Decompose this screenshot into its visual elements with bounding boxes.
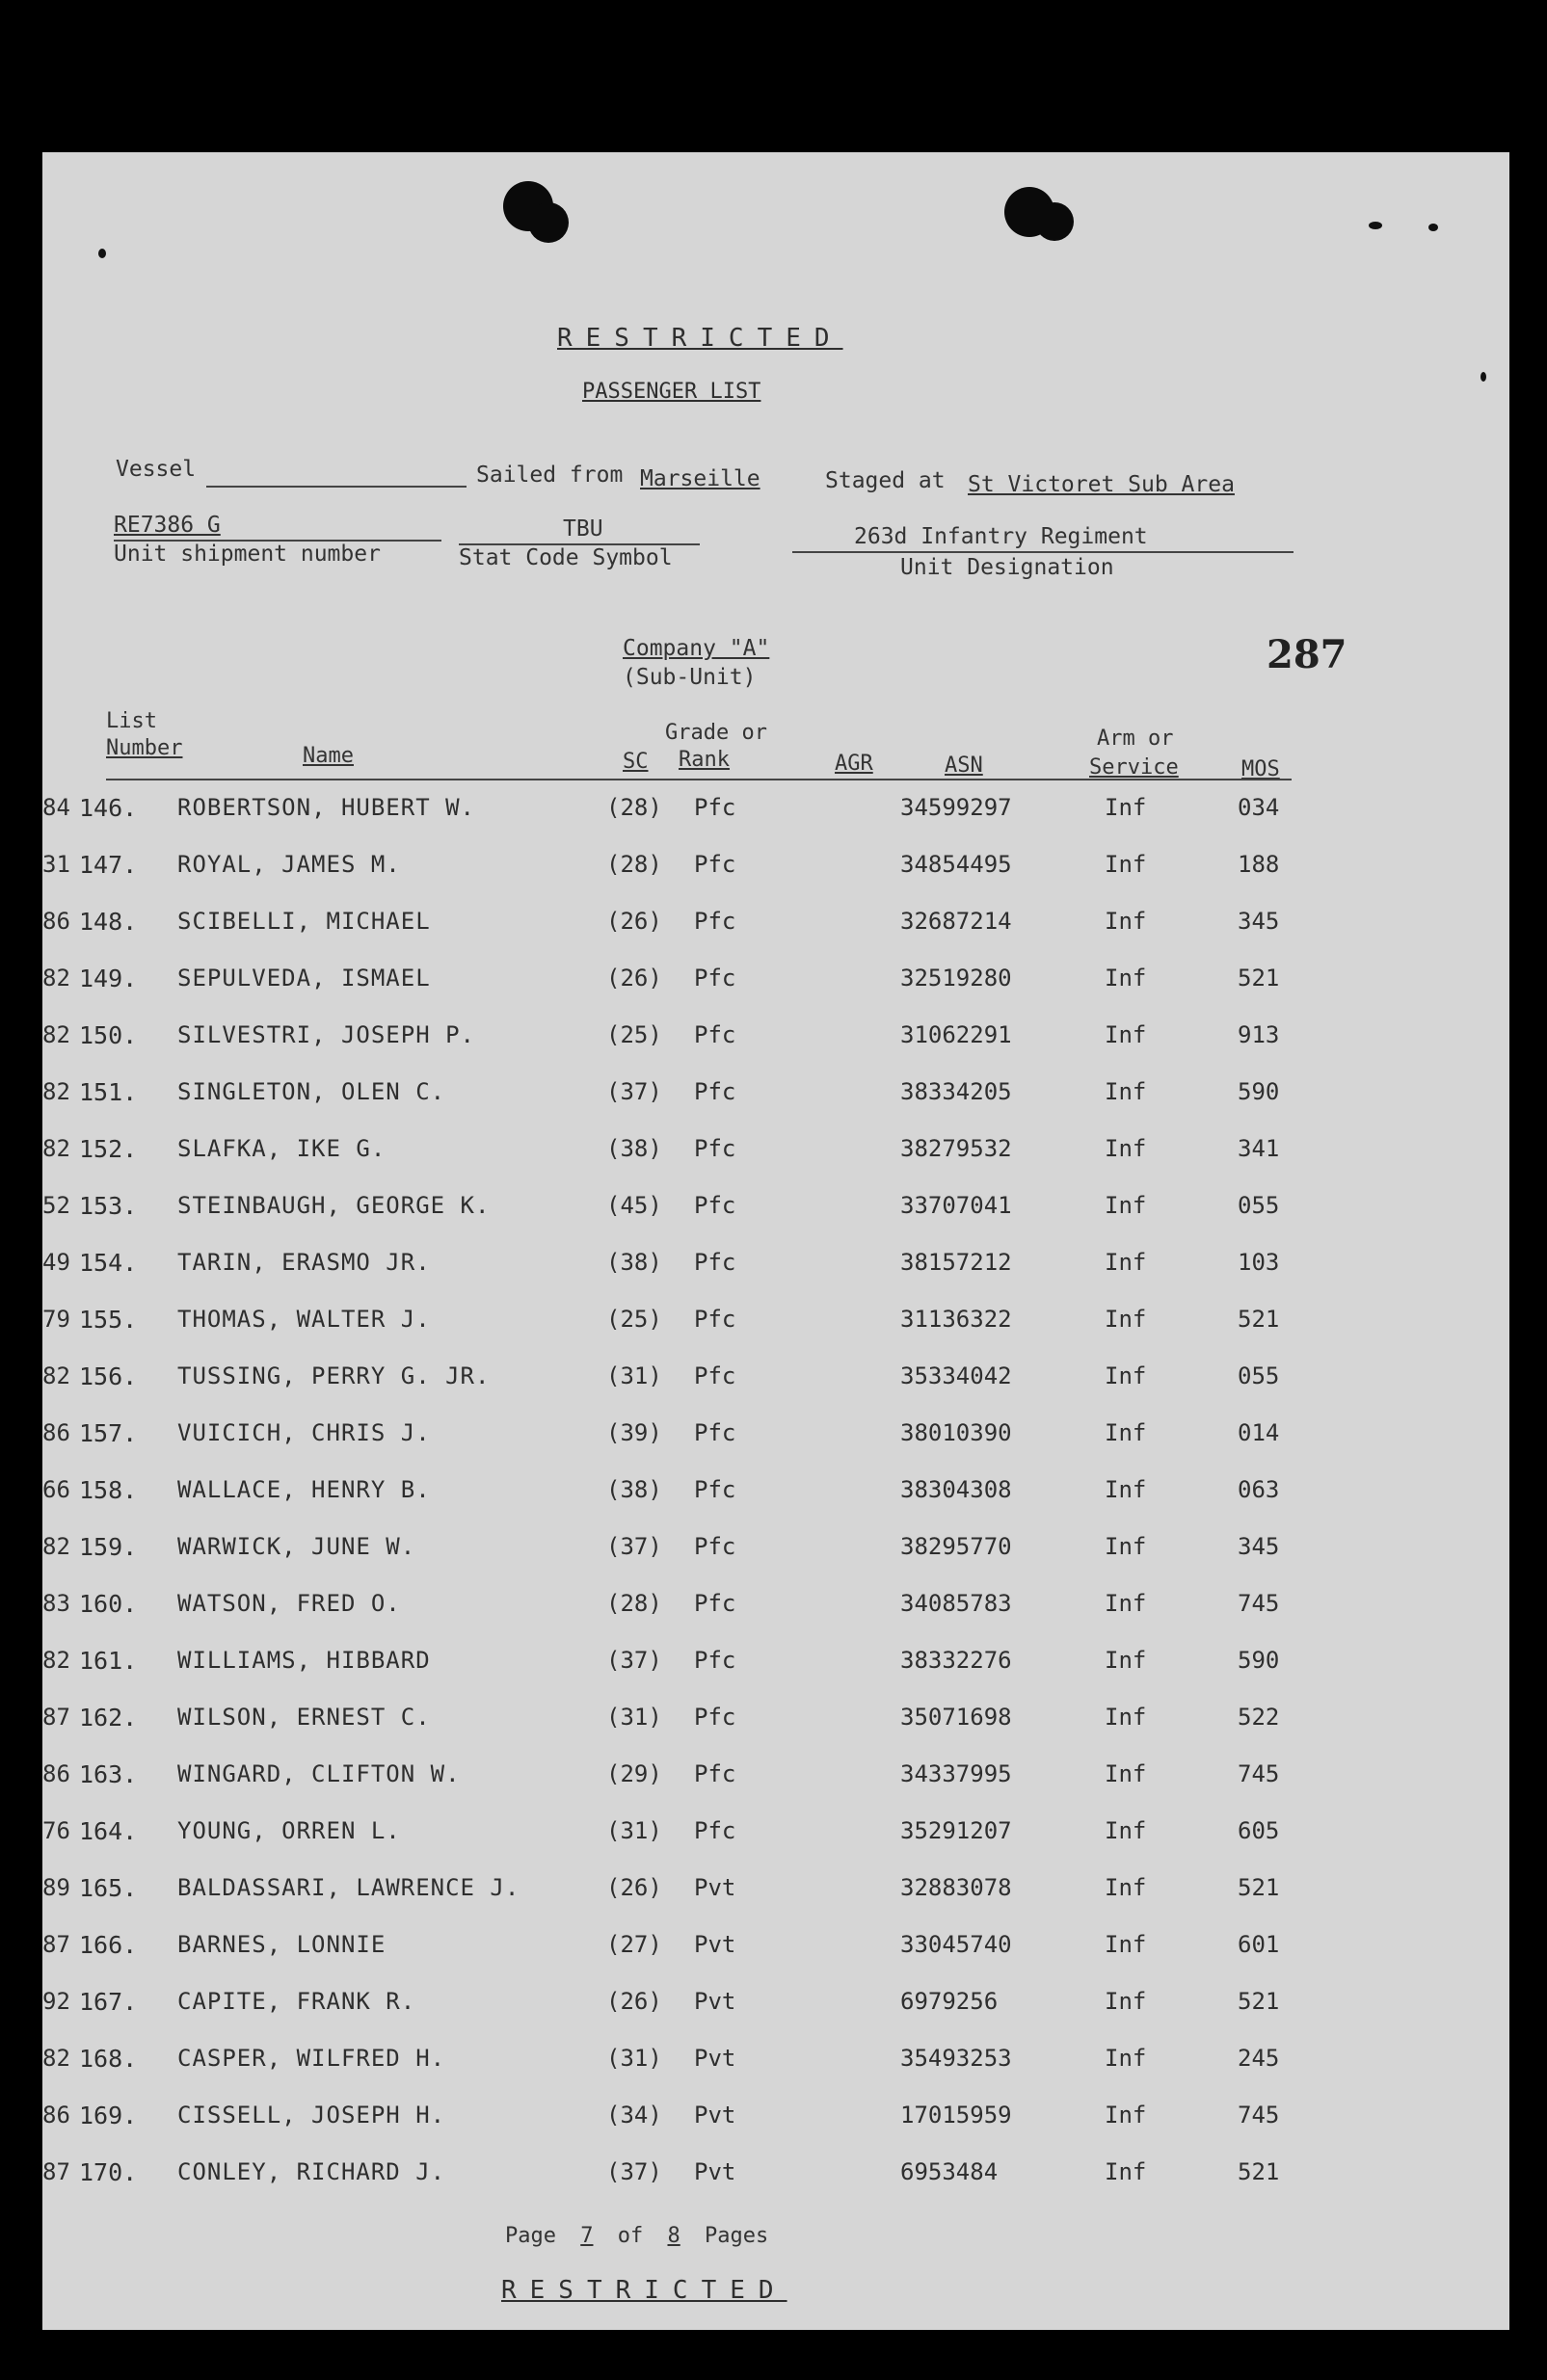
row-name: WILSON, ERNEST C. [177, 1704, 431, 1731]
unit-designation-label: Unit Designation [900, 555, 1114, 580]
row-asn: 35493253 [900, 2045, 1012, 2072]
row-arm: Inf [1105, 851, 1147, 878]
row-agr: 89 [42, 1874, 70, 1901]
row-arm: Inf [1105, 1135, 1147, 1162]
row-rank: Pvt [694, 2158, 736, 2185]
row-sc: (31) [606, 2045, 662, 2072]
row-number: 154. [79, 1249, 138, 1277]
row-name: SCIBELLI, MICHAEL [177, 908, 431, 935]
row-number: 147. [79, 851, 138, 879]
row-number: 159. [79, 1533, 138, 1561]
row-asn: 32519280 [900, 965, 1012, 992]
row-agr: 31 [42, 851, 70, 878]
sailed-from-value: Marseille [640, 466, 760, 491]
row-number: 149. [79, 965, 138, 992]
row-mos: 034 [1238, 794, 1280, 821]
col-header-sc: SC [623, 750, 649, 774]
staged-at-label: Staged at [825, 468, 946, 493]
row-number: 170. [79, 2158, 138, 2186]
row-asn: 33707041 [900, 1192, 1012, 1219]
pages-label: Pages [704, 2224, 769, 2248]
row-arm: Inf [1105, 1078, 1147, 1105]
row-rank: Pfc [694, 1078, 736, 1105]
row-agr: 87 [42, 2158, 70, 2185]
row-sc: (37) [606, 1078, 662, 1105]
table-row [42, 2102, 1509, 2155]
col-header-name: Name [303, 744, 354, 768]
row-sc: (45) [606, 1192, 662, 1219]
row-mos: 521 [1238, 1874, 1280, 1901]
row-arm: Inf [1105, 908, 1147, 935]
classification-footer: RESTRICTED [501, 2276, 787, 2305]
row-agr: 52 [42, 1192, 70, 1219]
table-row [42, 1135, 1509, 1189]
row-arm: Inf [1105, 2102, 1147, 2129]
row-rank: Pvt [694, 1874, 736, 1901]
row-rank: Pfc [694, 1704, 736, 1731]
row-asn: 38157212 [900, 1249, 1012, 1276]
row-name: WALLACE, HENRY B. [177, 1476, 431, 1503]
row-asn: 31062291 [900, 1021, 1012, 1048]
row-rank: Pfc [694, 1306, 736, 1333]
page-number: 7 [580, 2224, 594, 2248]
row-sc: (31) [606, 1704, 662, 1731]
row-mos: 745 [1238, 1760, 1280, 1787]
row-rank: Pfc [694, 851, 736, 878]
row-mos: 345 [1238, 908, 1280, 935]
row-rank: Pfc [694, 1021, 736, 1048]
page-label: Page [505, 2224, 556, 2248]
table-row [42, 1021, 1509, 1075]
row-mos: 245 [1238, 2045, 1280, 2072]
row-name: SLAFKA, IKE G. [177, 1135, 387, 1162]
row-sc: (28) [606, 1590, 662, 1617]
classification-header: RESTRICTED [557, 324, 843, 353]
row-arm: Inf [1105, 1704, 1147, 1731]
row-asn: 17015959 [900, 2102, 1012, 2129]
row-number: 146. [79, 794, 138, 822]
row-sc: (39) [606, 1419, 662, 1446]
row-sc: (26) [606, 1874, 662, 1901]
row-arm: Inf [1105, 1533, 1147, 1560]
row-asn: 33045740 [900, 1931, 1012, 1958]
row-rank: Pfc [694, 1249, 736, 1276]
table-row [42, 1704, 1509, 1758]
row-name: CISSELL, JOSEPH H. [177, 2102, 446, 2129]
row-rank: Pfc [694, 1760, 736, 1787]
page-total: 8 [667, 2224, 680, 2248]
row-arm: Inf [1105, 965, 1147, 992]
row-agr: 66 [42, 1476, 70, 1503]
vessel-line [206, 486, 467, 488]
row-arm: Inf [1105, 1306, 1147, 1333]
vessel-label: Vessel [116, 457, 197, 482]
row-mos: 522 [1238, 1704, 1280, 1731]
row-number: 162. [79, 1704, 138, 1732]
row-agr: 82 [42, 965, 70, 992]
row-mos: 521 [1238, 1988, 1280, 2015]
table-row [42, 1192, 1509, 1246]
row-arm: Inf [1105, 2045, 1147, 2072]
row-agr: 86 [42, 1760, 70, 1787]
col-header-mos: MOS [1241, 757, 1280, 781]
row-number: 153. [79, 1192, 138, 1220]
row-sc: (38) [606, 1249, 662, 1276]
row-mos: 103 [1238, 1249, 1280, 1276]
table-row [42, 1988, 1509, 2042]
row-name: SEPULVEDA, ISMAEL [177, 965, 431, 992]
row-asn: 38279532 [900, 1135, 1012, 1162]
table-row [42, 965, 1509, 1018]
row-sc: (28) [606, 851, 662, 878]
row-agr: 86 [42, 908, 70, 935]
row-sc: (26) [606, 1988, 662, 2015]
table-row [42, 2158, 1509, 2212]
row-mos: 345 [1238, 1533, 1280, 1560]
row-asn: 34085783 [900, 1590, 1012, 1617]
row-agr: 83 [42, 1590, 70, 1617]
row-agr: 82 [42, 1135, 70, 1162]
row-number: 168. [79, 2045, 138, 2073]
row-mos: 521 [1238, 1306, 1280, 1333]
row-asn: 6979256 [900, 1988, 999, 2015]
row-name: SINGLETON, OLEN C. [177, 1078, 446, 1105]
row-asn: 34854495 [900, 851, 1012, 878]
row-asn: 32687214 [900, 908, 1012, 935]
table-row [42, 2045, 1509, 2099]
row-name: WATSON, FRED O. [177, 1590, 401, 1617]
row-asn: 35334042 [900, 1362, 1012, 1389]
row-agr: 86 [42, 2102, 70, 2129]
row-sc: (27) [606, 1931, 662, 1958]
row-rank: Pfc [694, 1135, 736, 1162]
row-sc: (38) [606, 1135, 662, 1162]
row-number: 151. [79, 1078, 138, 1106]
row-sc: (34) [606, 2102, 662, 2129]
table-row [42, 794, 1509, 848]
row-number: 164. [79, 1817, 138, 1845]
row-name: TUSSING, PERRY G. JR. [177, 1362, 491, 1389]
row-asn: 35071698 [900, 1704, 1012, 1731]
row-rank: Pfc [694, 1362, 736, 1389]
row-rank: Pvt [694, 2102, 736, 2129]
row-agr: 82 [42, 1647, 70, 1674]
document-page [42, 152, 1509, 2330]
row-number: 152. [79, 1135, 138, 1163]
col-header-grade-or: Grade or [665, 721, 767, 745]
row-mos: 745 [1238, 2102, 1280, 2129]
row-number: 150. [79, 1021, 138, 1049]
row-name: ROBERTSON, HUBERT W. [177, 794, 475, 821]
page-footer [505, 2224, 768, 2248]
table-row [42, 1874, 1509, 1928]
row-arm: Inf [1105, 1249, 1147, 1276]
row-sc: (31) [606, 1362, 662, 1389]
row-asn: 34599297 [900, 794, 1012, 821]
row-rank: Pfc [694, 1647, 736, 1674]
col-header-number: Number [106, 736, 183, 760]
row-arm: Inf [1105, 2158, 1147, 2185]
row-name: TARIN, ERASMO JR. [177, 1249, 431, 1276]
row-rank: Pfc [694, 1192, 736, 1219]
row-number: 160. [79, 1590, 138, 1618]
row-agr: 82 [42, 1533, 70, 1560]
row-mos: 521 [1238, 2158, 1280, 2185]
row-arm: Inf [1105, 1817, 1147, 1844]
row-name: WILLIAMS, HIBBARD [177, 1647, 431, 1674]
row-rank: Pfc [694, 1419, 736, 1446]
row-asn: 38295770 [900, 1533, 1012, 1560]
unit-shipment-label: Unit shipment number [114, 542, 381, 567]
row-arm: Inf [1105, 794, 1147, 821]
row-arm: Inf [1105, 1931, 1147, 1958]
document-title: PASSENGER LIST [582, 380, 761, 404]
row-arm: Inf [1105, 1988, 1147, 2015]
col-header-agr: AGR [835, 752, 873, 776]
row-sc: (29) [606, 1760, 662, 1787]
row-rank: Pvt [694, 1931, 736, 1958]
row-sc: (37) [606, 1533, 662, 1560]
row-number: 167. [79, 1988, 138, 2016]
row-rank: Pvt [694, 2045, 736, 2072]
row-number: 169. [79, 2102, 138, 2129]
ink-speck [1369, 222, 1382, 229]
row-agr: 49 [42, 1249, 70, 1276]
col-header-list: List [106, 709, 157, 733]
row-agr: 76 [42, 1817, 70, 1844]
row-arm: Inf [1105, 1874, 1147, 1901]
ink-speck [1480, 372, 1486, 382]
header-rule [106, 779, 1292, 780]
row-rank: Pfc [694, 1476, 736, 1503]
punch-hole-left-2 [528, 202, 569, 243]
company-label: Company "A" [623, 636, 770, 661]
row-number: 166. [79, 1931, 138, 1959]
staged-at-value: St Victoret Sub Area [968, 472, 1235, 497]
row-number: 163. [79, 1760, 138, 1788]
table-row [42, 1249, 1509, 1303]
punch-hole-right-2 [1035, 202, 1074, 241]
row-mos: 590 [1238, 1078, 1280, 1105]
row-sc: (26) [606, 908, 662, 935]
row-agr: 86 [42, 1419, 70, 1446]
row-name: WARWICK, JUNE W. [177, 1533, 416, 1560]
table-row [42, 1419, 1509, 1473]
row-rank: Pfc [694, 1817, 736, 1844]
row-number: 158. [79, 1476, 138, 1504]
row-rank: Pfc [694, 965, 736, 992]
row-name: YOUNG, ORREN L. [177, 1817, 401, 1844]
col-header-service: Service [1089, 755, 1179, 780]
unit-shipment-number: RE7386 G [114, 513, 221, 538]
row-agr: 79 [42, 1306, 70, 1333]
table-row [42, 1931, 1509, 1985]
unit-designation-line [792, 551, 1294, 553]
unit-designation: 263d Infantry Regiment [854, 524, 1148, 549]
row-mos: 605 [1238, 1817, 1280, 1844]
row-rank: Pvt [694, 1988, 736, 2015]
row-sc: (28) [606, 794, 662, 821]
row-asn: 38334205 [900, 1078, 1012, 1105]
row-rank: Pfc [694, 794, 736, 821]
row-mos: 014 [1238, 1419, 1280, 1446]
row-sc: (25) [606, 1021, 662, 1048]
row-mos: 601 [1238, 1931, 1280, 1958]
table-row [42, 1078, 1509, 1132]
table-row [42, 908, 1509, 962]
stat-code-label: Stat Code Symbol [459, 545, 673, 570]
row-rank: Pfc [694, 1533, 736, 1560]
row-arm: Inf [1105, 1647, 1147, 1674]
row-agr: 92 [42, 1988, 70, 2015]
row-name: ROYAL, JAMES M. [177, 851, 401, 878]
col-header-arm-or: Arm or [1097, 727, 1174, 751]
row-name: WINGARD, CLIFTON W. [177, 1760, 461, 1787]
row-number: 156. [79, 1362, 138, 1390]
col-header-asn: ASN [945, 754, 983, 778]
row-agr: 82 [42, 2045, 70, 2072]
table-row [42, 1647, 1509, 1701]
row-name: SILVESTRI, JOSEPH P. [177, 1021, 475, 1048]
row-name: STEINBAUGH, GEORGE K. [177, 1192, 491, 1219]
row-mos: 055 [1238, 1362, 1280, 1389]
row-number: 165. [79, 1874, 138, 1902]
row-agr: 82 [42, 1362, 70, 1389]
row-asn: 6953484 [900, 2158, 999, 2185]
row-asn: 38010390 [900, 1419, 1012, 1446]
row-mos: 745 [1238, 1590, 1280, 1617]
row-agr: 84 [42, 794, 70, 821]
sailed-from-label: Sailed from [476, 463, 624, 488]
row-name: CASPER, WILFRED H. [177, 2045, 446, 2072]
row-number: 157. [79, 1419, 138, 1447]
col-header-rank: Rank [679, 748, 730, 772]
row-arm: Inf [1105, 1476, 1147, 1503]
table-row [42, 1476, 1509, 1530]
ink-speck [1428, 224, 1438, 231]
row-sc: (37) [606, 2158, 662, 2185]
row-sc: (25) [606, 1306, 662, 1333]
row-arm: Inf [1105, 1760, 1147, 1787]
row-arm: Inf [1105, 1021, 1147, 1048]
row-name: BALDASSARI, LAWRENCE J. [177, 1874, 520, 1901]
row-name: CONLEY, RICHARD J. [177, 2158, 446, 2185]
row-agr: 87 [42, 1931, 70, 1958]
row-name: CAPITE, FRANK R. [177, 1988, 416, 2015]
row-arm: Inf [1105, 1362, 1147, 1389]
table-row [42, 1817, 1509, 1871]
row-sc: (38) [606, 1476, 662, 1503]
row-arm: Inf [1105, 1192, 1147, 1219]
row-sc: (37) [606, 1647, 662, 1674]
row-agr: 82 [42, 1021, 70, 1048]
row-name: VUICICH, CHRIS J. [177, 1419, 431, 1446]
row-asn: 31136322 [900, 1306, 1012, 1333]
table-row [42, 1533, 1509, 1587]
row-sc: (26) [606, 965, 662, 992]
table-row [42, 1590, 1509, 1644]
row-mos: 521 [1238, 965, 1280, 992]
row-number: 155. [79, 1306, 138, 1334]
row-number: 161. [79, 1647, 138, 1675]
row-arm: Inf [1105, 1590, 1147, 1617]
row-rank: Pfc [694, 1590, 736, 1617]
sub-unit-label: (Sub-Unit) [623, 665, 757, 690]
of-label: of [617, 2224, 644, 2248]
row-number: 148. [79, 908, 138, 936]
table-row [42, 1362, 1509, 1416]
row-asn: 38304308 [900, 1476, 1012, 1503]
row-mos: 341 [1238, 1135, 1280, 1162]
row-arm: Inf [1105, 1419, 1147, 1446]
stat-code-symbol: TBU [563, 516, 603, 542]
row-name: BARNES, LONNIE [177, 1931, 387, 1958]
table-row [42, 1306, 1509, 1360]
row-asn: 38332276 [900, 1647, 1012, 1674]
stamp-number: 287 [1267, 632, 1347, 677]
row-mos: 063 [1238, 1476, 1280, 1503]
row-mos: 913 [1238, 1021, 1280, 1048]
row-agr: 82 [42, 1078, 70, 1105]
row-mos: 590 [1238, 1647, 1280, 1674]
row-asn: 34337995 [900, 1760, 1012, 1787]
row-sc: (31) [606, 1817, 662, 1844]
ink-speck [98, 249, 106, 258]
table-row [42, 851, 1509, 905]
row-mos: 055 [1238, 1192, 1280, 1219]
row-asn: 32883078 [900, 1874, 1012, 1901]
row-rank: Pfc [694, 908, 736, 935]
row-asn: 35291207 [900, 1817, 1012, 1844]
row-name: THOMAS, WALTER J. [177, 1306, 431, 1333]
row-mos: 188 [1238, 851, 1280, 878]
table-row [42, 1760, 1509, 1814]
row-agr: 87 [42, 1704, 70, 1731]
